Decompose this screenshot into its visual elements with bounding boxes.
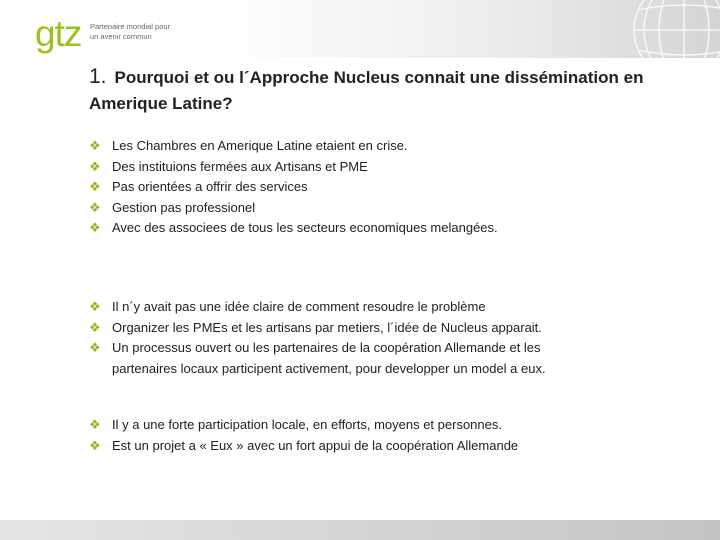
bullet-text: Il y a une forte participation locale, en efforts, moyens et personnes.	[112, 417, 502, 432]
bullet-list-2	[89, 297, 609, 379]
bullet-text: Gestion pas professionel	[112, 199, 256, 215]
title-text: Pourquoi et ou l´Approche Nucleus connait une dissémination en Amerique Latine?	[89, 68, 644, 113]
bullet-item	[89, 157, 649, 178]
bullet-item	[89, 177, 649, 198]
bullet-text: Avec des associees de tous les secteurs economiques melangées.	[112, 220, 498, 235]
bullet-item	[89, 318, 609, 339]
bullet-text: Pas orientées a offrir des services	[112, 179, 308, 194]
slide-title	[89, 64, 689, 117]
bullet-diamond-icon: ❖	[89, 138, 101, 153]
footer-band	[0, 520, 720, 540]
logo-tagline: Partenaire mondial pour un avenir commun	[90, 22, 171, 41]
bullet-item	[89, 218, 649, 239]
header-band	[0, 0, 720, 58]
bullet-list-3	[89, 415, 649, 456]
bullet-text: Des instituions fermées aux Artisans et PME	[112, 158, 368, 174]
bullet-text: Organizer les PMEs et les artisans par metiers, l´idée de Nucleus apparait.	[112, 319, 542, 335]
bullet-diamond-icon: ❖	[89, 319, 101, 335]
bullet-diamond-icon: ❖	[89, 179, 101, 194]
bullet-text: Il n´y avait pas une idée claire de comment resoudre le problème	[112, 299, 486, 314]
logo-text: gtz	[35, 13, 82, 54]
bullet-item	[89, 436, 649, 457]
bullet-item	[89, 198, 649, 219]
bullet-diamond-icon: ❖	[89, 417, 101, 432]
bullet-diamond-icon: ❖	[89, 158, 101, 174]
title-number: 1.	[89, 65, 107, 88]
bullet-text: Les Chambres en Amerique Latine etaient en crise.	[112, 138, 408, 153]
bullet-text: Est un projet a « Eux » avec un fort appui de la coopération Allemande	[112, 437, 519, 453]
bullet-text: Un processus ouvert ou les partenaires de la coopération Allemande et les partenaires locaux participent activement, pour developper un model a eux.	[112, 340, 546, 376]
bullet-diamond-icon: ❖	[89, 199, 101, 215]
bullet-item	[89, 297, 609, 318]
globe-icon	[622, 0, 720, 58]
bullet-diamond-icon: ❖	[89, 340, 101, 355]
bullet-item	[89, 415, 649, 436]
bullet-diamond-icon: ❖	[89, 437, 101, 453]
bullet-item	[89, 136, 649, 157]
bullet-list-1	[89, 136, 649, 239]
bullet-diamond-icon: ❖	[89, 299, 101, 314]
bullet-diamond-icon: ❖	[89, 220, 101, 235]
bullet-item	[89, 338, 609, 379]
